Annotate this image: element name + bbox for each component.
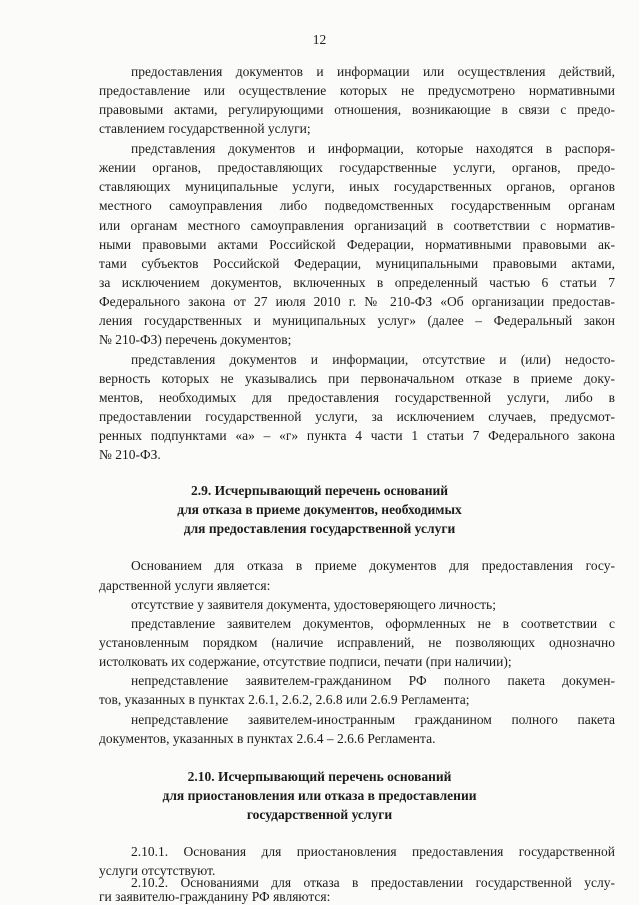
paragraph-line: правовыми актами, регулирующими отношения, возникающие в связи с предо-	[99, 102, 615, 117]
section-heading: для отказа в приеме документов, необходимых	[177, 502, 462, 517]
paragraph-line: установленным порядком (наличие исправлений, не позволяющих однозначно	[99, 635, 615, 650]
paragraph-line: предоставление или осуществление которых не предусмотрено нормативными	[99, 83, 615, 98]
paragraph-line: 2.10.2. Основаниями для отказа в предоставлении государственной услу-	[131, 875, 615, 890]
paragraph-line: ставляющих муниципальные услуги, иных государственных органов, органов	[99, 179, 615, 194]
paragraph-line: № 210-ФЗ.	[99, 447, 161, 462]
paragraph-line: непредставление заявителем-гражданином РФ полного пакета докумен-	[131, 673, 615, 688]
paragraph-line: тов, указанных в пунктах 2.6.1, 2.6.2, 2.6.8 или 2.6.9 Регламента;	[99, 692, 470, 707]
paragraph-line: истолковать их содержание, отсутствие подписи, печати (при наличии);	[99, 654, 512, 669]
paragraph-line: предоставлении государственной услуги, за исключением случаев, предусмот-	[99, 409, 615, 424]
paragraph-line: непредставление заявителем-иностранным гражданином полного пакета	[131, 712, 615, 727]
paragraph-line: ги заявителю-гражданину РФ являются:	[99, 889, 331, 904]
paragraph-line: дарственной услуги является:	[99, 578, 271, 593]
paragraph-line: ренных подпунктами «а» – «г» пункта 4 части 1 статьи 7 Федерального закона	[99, 428, 615, 443]
paragraph-line: жении органов, предоставляющих государственные услуги, органов, предо-	[99, 160, 615, 175]
paragraph-line: предоставления документов и информации или осуществления действий,	[131, 64, 615, 79]
paragraph-line: отсутствие у заявителя документа, удостоверяющего личность;	[131, 597, 496, 612]
section-heading: государственной услуги	[246, 807, 393, 822]
paragraph-line: Основанием для отказа в приеме документов для предоставления госу-	[131, 558, 615, 573]
section-heading: 2.10. Исчерпывающий перечень оснований	[187, 769, 452, 784]
paragraph-line: № 210-ФЗ) перечень документов;	[99, 332, 292, 347]
paragraph-line: ставлением государственной услуги;	[99, 121, 311, 136]
paragraph-line: представления документов и информации, отсутствие и (или) недосто-	[131, 352, 615, 367]
paragraph-line: 2.10.1. Основания для приостановления предоставления государственной	[131, 844, 615, 859]
paragraph-line: или органам местного самоуправления организаций в соответствии с норматив-	[99, 218, 615, 233]
paragraph-line: верность которых не указывались при первоначальном отказе в приеме доку-	[99, 371, 615, 386]
paragraph-line: услуги отсутствуют.	[99, 863, 216, 878]
paragraph-line: представление заявителем документов, оформленных не в соответствии с	[131, 616, 615, 631]
paragraph-line: Федерального закона от 27 июля 2010 г. № 210-ФЗ «Об организации предостав-	[99, 294, 615, 309]
section-heading: для предоставления государственной услуги	[183, 521, 456, 536]
paragraph-line: за исключением документов, включенных в определенный частью 6 статьи 7	[99, 275, 615, 290]
section-heading: 2.9. Исчерпывающий перечень оснований	[190, 483, 449, 498]
paragraph-line: представления документов и информации, которые находятся в распоря-	[131, 141, 615, 156]
paragraph-line: ными правовыми актами Российской Федерации, нормативными правовыми ак-	[99, 237, 615, 252]
section-heading: для приостановления или отказа в предоставлении	[162, 788, 477, 803]
paragraph-line: документов, указанных в пунктах 2.6.4 – 2.6.6 Регламента.	[99, 731, 436, 746]
paragraph-line: местного самоуправления либо подведомственных государственным органам	[99, 198, 615, 213]
paragraph-line: ления государственных и муниципальных услуг» (далее – Федеральный закон	[99, 313, 615, 328]
page-number: 12	[312, 32, 327, 47]
paragraph-line: тами субъектов Российской Федерации, муниципальными правовыми актами,	[99, 256, 615, 271]
paragraph-line: ментов, необходимых для предоставления государственной услуги, либо в	[99, 390, 615, 405]
